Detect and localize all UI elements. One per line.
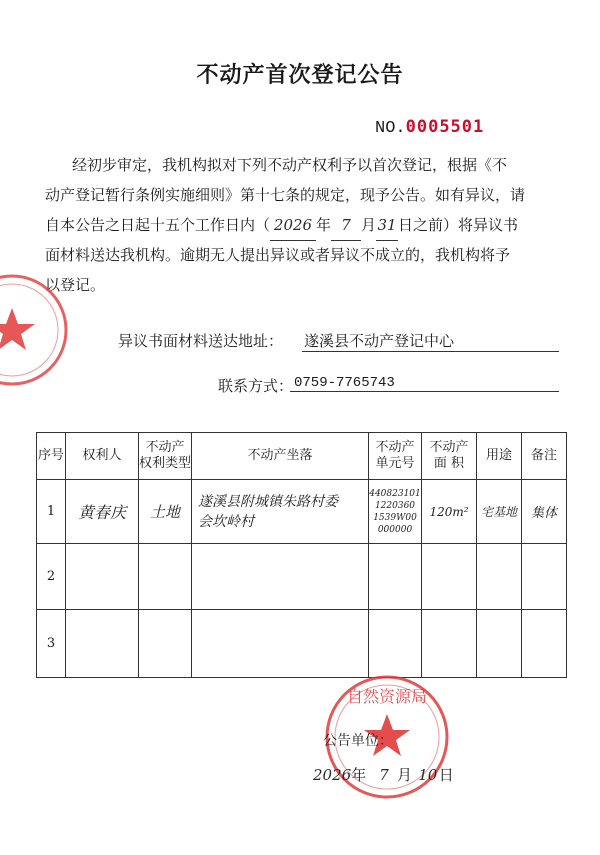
deadline-year: 2026 [270, 210, 316, 241]
deadline-year-unit: 年 [316, 216, 332, 234]
cell-seq: 1 [37, 480, 66, 544]
issue-day-unit: 日 [438, 766, 454, 784]
address-label: 异议书面材料送达地址： [118, 332, 284, 350]
table-row [37, 544, 567, 610]
header-seq: 序号 [37, 433, 66, 480]
issuer-label: 公告单位： [323, 733, 393, 749]
deadline-month-unit: 月 [361, 216, 377, 234]
body-line-5: 以登记。 [45, 276, 106, 294]
contact-value: 0759-7765743 [290, 375, 559, 392]
serial-label: NO. [375, 119, 406, 138]
header-note: 备注 [522, 433, 567, 480]
body-line-3-pre: 自本公告之日起十五个工作日内（ [45, 216, 271, 234]
header-use: 用途 [477, 433, 522, 480]
body-line-4: 面材料送达我机构。逾期无人提出异议或者异议不成立的，我机构将予 [45, 246, 511, 264]
body-line-1: 经初步审定，我机构拟对下列不动产权利予以首次登记，根据《不 [72, 156, 508, 174]
cell-owner: 黄春庆 [66, 480, 139, 544]
cell-use: 宅基地 [477, 480, 522, 544]
contact-label: 联系方式： [218, 377, 294, 395]
registration-table [36, 432, 567, 678]
header-unit-no: 不动产 单元号 [369, 433, 422, 480]
issue-date [313, 764, 454, 785]
header-right-type: 不动产 权利类型 [139, 433, 192, 480]
cell-right-type: 土地 [139, 480, 192, 544]
body-line-3 [45, 210, 565, 241]
body-line-3-post: 日之前）将异议书 [398, 216, 519, 234]
table-row [37, 610, 567, 678]
cell-area: 120m² [422, 480, 477, 544]
cell-seq: 3 [37, 610, 66, 678]
cell-note: 集体 [522, 480, 567, 544]
issue-year-unit: 年 [351, 766, 367, 784]
header-area: 不动产 面 积 [422, 433, 477, 480]
official-seal-left [0, 270, 72, 390]
deadline-day: 31 [376, 210, 398, 241]
serial-value: 0005501 [405, 117, 485, 137]
notice-title: 不动产首次登记公告 [196, 63, 404, 88]
issue-month-unit: 月 [396, 766, 412, 784]
header-owner: 权利人 [66, 433, 139, 480]
cell-location: 遂溪县附城镇朱路村委 会坎岭村 [192, 480, 369, 544]
issue-day: 10 [418, 766, 438, 784]
deadline-month: 7 [331, 210, 361, 241]
header-location: 不动产坐落 [192, 433, 369, 480]
cell-unit-no: 440823101 1220360 1539W00 000000 [369, 480, 422, 544]
table-header-row [37, 433, 567, 480]
serial-number [375, 117, 484, 138]
table-row [37, 480, 567, 544]
cell-seq: 2 [37, 544, 66, 610]
issue-month: 7 [379, 766, 389, 784]
body-line-2: 动产登记暂行条例实施细则》第十七条的规定，现予公告。如有异议，请 [45, 186, 526, 204]
seal-text: 自然资源局 [346, 687, 428, 706]
issue-year: 2026 [313, 766, 352, 784]
address-value: 遂溪县不动产登记中心 [302, 330, 559, 352]
